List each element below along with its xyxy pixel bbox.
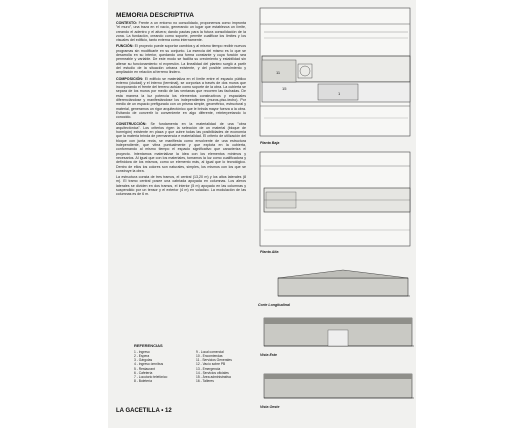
funcion-text: El proyecto puede soportar cambios y al mismo tiempo recibir nuevos programas sin modificarle en su conjunto. La esencia del mismo es lo que se desarrolla en su interior, quedando una forma constante y cuya función sea permeable y variable. De este modo se facilita su crecimiento y estabilidad sin alterar su funcionamiento ni expresión. La linealidad del planteo surgió a partir del estudio de la situación urbana existente, y del posible crecimiento y ampliación en relación al terreno lindero.: [116, 44, 247, 75]
corte-longitudinal-drawing: [258, 268, 416, 302]
magazine-page: [108, 0, 416, 428]
legend-item: 5 - Restaurant: [134, 366, 155, 371]
legend-item: 3 - Gárgolas: [134, 358, 153, 363]
legend-item: 4 - Ingreso ómnibus: [134, 362, 164, 367]
page-footer: LA GACETILLA • 12: [116, 408, 172, 414]
legend-item: 8 - Boletería: [134, 379, 152, 384]
contexto-label: CONTEXTO:: [116, 21, 138, 25]
plan-label-1: 1: [338, 91, 341, 96]
funcion-paragraph: [116, 44, 246, 74]
plan-label-15: 15: [282, 86, 287, 91]
legend-col-right: [196, 350, 252, 384]
planta-alta-drawing: [258, 150, 416, 250]
caption-vista-este: Vista Este: [260, 353, 278, 357]
memoria-title: MEMORIA DESCRIPTIVA: [116, 12, 195, 19]
planta-baja-drawing: [258, 6, 416, 140]
caption-planta-baja: Planta Baja: [260, 141, 280, 145]
construccion-text: Se fundamenta en la materialidad de una "obra arquitectónica". Los criterios rigen la selección de un material (bloque de hormigón) existente en plaza y que cubre todas las posibilidades de economía que la materia brinda de permanencia e materialidad. El criterio de utilización del bloque con junta recta, se manifiesta como envolvente de una estructura independiente, que vibra puntualmente y que explota en la cubierta, conformando al mismo tiempo el espacio significativo que caracteriza el proyecto. Intentamos materializar la idea con los elementos mínimos y necesarios. Al igual que con los materiales, tomamos la luz como cualificadora y definidora de los mismos, como un elemento más, al igual que lo tecnológico. Dentro de ellos los colores son naturales, simples, los mismos con los que se construye la obra.: [116, 121, 246, 173]
contexto-paragraph: [116, 21, 246, 42]
legend-box: [134, 344, 252, 383]
caption-planta-alta: Planta Alta: [260, 250, 279, 254]
plan-label-11: 11: [276, 70, 281, 75]
legend-item: 10 - Encomiendas: [196, 353, 223, 358]
legend-item: 12 - Vacío sobre PB: [196, 362, 226, 367]
caption-vista-oeste: Vista Oeste: [260, 405, 280, 409]
drawings-column: [258, 0, 416, 428]
composicion-label: COMPOSICIÓN:: [116, 76, 144, 81]
estructura-text: La estructura consta de tres tramos, el central (13,20 m) y los altos laterales (8 m). El tramo central posee una cabriada apoyada en columnas. Los aleros laterales se dividen en dos tramos, el interior (5 m) apoyado en las columnas y suspendido por un tensor y el exterior (4 m) en voladizo. La modulación de las columnas es de 6 m.: [116, 175, 246, 197]
legend-item: 1 - Ingreso: [134, 349, 150, 354]
legend-item: 2 - Espera: [134, 353, 150, 358]
vista-oeste-drawing: [258, 368, 416, 404]
contexto-text: Frente a un entorno no consolidado, proponemos como impronta "el muro", una traza en el vacío, generando un lugar que establezca un límite, creando el adentro y el afuera; dando pautas para la futura consolidación de la zona. La fundación, creando como soporte, permite cualificar los límites y los visuales del edificio, tanto externa como internamente.: [116, 21, 247, 43]
legend-item: 11 - Servicios Generales: [196, 358, 232, 363]
legend-item: 16 - Talleres: [196, 379, 214, 384]
legend-item: 7 - Locutorio telefónico: [134, 374, 168, 379]
estructura-paragraph: [116, 175, 246, 196]
construccion-paragraph: [116, 122, 246, 174]
legend-item: 15 - Área administrativa: [196, 374, 231, 379]
vista-este-drawing: [258, 310, 416, 352]
legend-item: 6 - Cafetería: [134, 370, 153, 375]
composicion-text: El edificio se materializa en el límite entre el espacio público externo (ciudad) y el interno (terminal), se corporiza a través de dos muros que incorporando el frente del terreno actúan como soporte de la obra. La cubierta se separa de los muros por medio de las ventanas que recorren las fachadas. De esta manera la luz potencia los elementos constructivos y espaciales diferenciándose y manifestándose los independientes (muros-piso-techo). Por medio de un espacio prefigurado con un prisma simple, geométrico, estructural y material, generamos un rigor arquitectónico que le brinda mayor fuerza a la obra. Evitando de convertir lo conveniente en algo diferente, reinterpretando lo conocido.: [116, 76, 246, 120]
legend-col-left: [134, 350, 190, 384]
legend-item: 14 - Servicios oficiales: [196, 370, 229, 375]
caption-corte-longitudinal: Corte Longitudinal: [258, 303, 290, 307]
memoria-column: [116, 12, 246, 199]
legend-title: REFERENCIAS: [134, 343, 163, 348]
legend-item: 13 - Emergencia: [196, 366, 221, 371]
construccion-label: CONSTRUCCIÓN:: [116, 121, 147, 126]
funcion-label: FUNCIÓN:: [116, 44, 134, 49]
legend-item: 9 - Local comercial: [196, 349, 224, 354]
composicion-paragraph: [116, 77, 246, 120]
